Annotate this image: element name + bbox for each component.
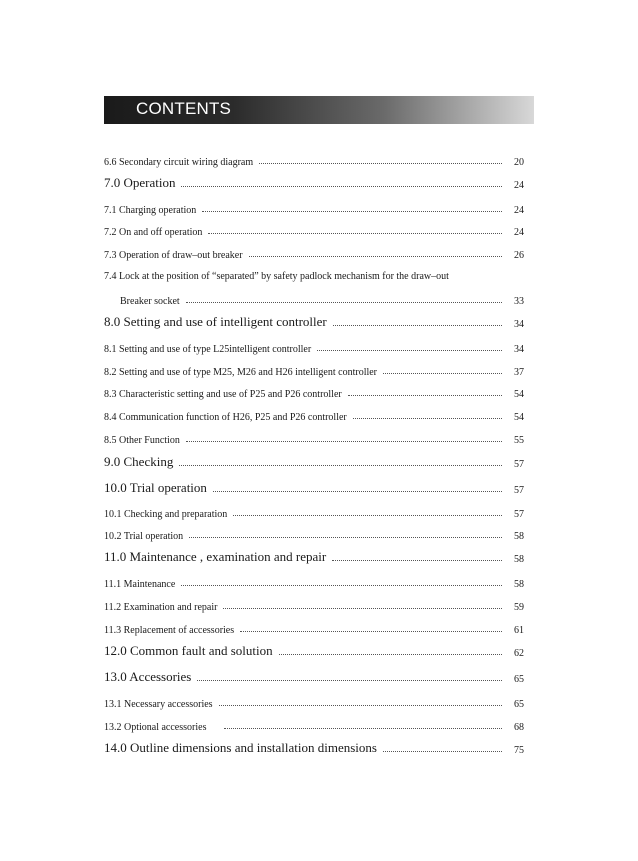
toc-entry-label: 10.2 Trial operation [104,531,184,542]
toc-entry-page: 61 [514,625,524,636]
toc-entry-page: 24 [514,180,524,191]
toc-entry-page: 57 [514,509,524,520]
toc-entry-label: 8.0 Setting and use of intelligent controller [104,314,327,329]
toc-entry[interactable] [104,522,524,542]
toc-leader [223,607,502,609]
toc-entry-label: 7.4 Lock at the position of “separated” by safety padlock mechanism for the draw–out [104,271,449,282]
toc-leader [224,727,502,729]
toc-entry[interactable] [104,310,524,330]
toc-entry-page: 55 [514,435,524,446]
toc-entry-label: 11.3 Replacement of accessories [104,625,235,636]
toc-entry[interactable] [104,426,524,446]
toc-leader [353,417,502,419]
toc-entry-label: 9.0 Checking [104,454,174,469]
toc-entry-page: 75 [514,745,524,756]
toc-entry[interactable] [104,736,524,756]
toc-entry[interactable] [104,545,524,565]
toc-entry[interactable] [104,500,524,520]
toc-entry[interactable] [104,218,524,238]
toc-leader [189,536,502,538]
toc-entry-label: 7.3 Operation of draw–out breaker [104,250,243,261]
toc-entry-label: 8.5 Other Function [104,435,180,446]
toc-leader [202,210,502,212]
toc-entry-label: 7.1 Charging operation [104,205,197,216]
toc-leader [181,584,502,586]
toc-entry[interactable] [104,196,524,216]
toc-leader [219,704,502,706]
contents-header-bar [104,96,534,124]
toc-entry-label: 13.0 Accessories [104,669,192,684]
toc-entry-page: 65 [514,674,524,685]
toc-entry-label: 11.1 Maintenance [104,579,176,590]
toc-entry-page: 57 [514,459,524,470]
toc-entry[interactable] [104,713,524,733]
toc-entry-label: 10.1 Checking and preparation [104,509,228,520]
toc-entry[interactable] [104,476,524,496]
toc-entry-label: 8.4 Communication function of H26, P25 and P26 controller [104,412,347,423]
toc-entry-page: 58 [514,579,524,590]
toc-entry-page: 65 [514,699,524,710]
toc-leader [332,559,502,561]
contents-title: CONTENTS [136,99,232,118]
toc-entry-page: 20 [514,157,524,168]
toc-entry[interactable] [104,171,524,191]
toc-entry-page: 54 [514,412,524,423]
toc-entry-page: 58 [514,531,524,542]
toc-entry-page: 34 [514,344,524,355]
toc-entry[interactable] [104,570,524,590]
toc-entry-page: 57 [514,485,524,496]
toc-entry-label: 11.0 Maintenance , examination and repair [104,549,327,564]
toc-leader [179,464,502,466]
toc-leader [249,255,502,257]
toc-entry[interactable] [104,690,524,710]
toc-entry[interactable] [104,148,524,168]
toc-entry-page: 68 [514,722,524,733]
toc-leader [213,490,502,492]
toc-entry-label: 8.2 Setting and use of type M25, M26 and H26 intelligent controller [104,367,378,378]
toc-leader [348,394,502,396]
toc-leader [383,372,502,374]
toc-entry[interactable] [104,403,524,423]
toc-entry-page: 24 [514,205,524,216]
toc-entry-label: 7.0 Operation [104,175,176,190]
toc-entry[interactable] [104,241,524,261]
toc-leader [317,349,502,351]
toc-leader [240,630,502,632]
toc-entry[interactable] [104,380,524,400]
toc-entry[interactable] [104,639,524,659]
toc-entry-label: 13.2 Optional accessories [104,722,207,733]
toc-leader [208,232,502,234]
toc-entry-label: 14.0 Outline dimensions and installation dimensions [104,740,377,755]
toc-entry[interactable] [104,358,524,378]
toc-entry[interactable] [104,665,524,685]
toc-entry-page: 62 [514,648,524,659]
toc-entry-page: 26 [514,250,524,261]
toc-entry-label: 13.1 Necessary accessories [104,699,213,710]
toc-entry-label: 10.0 Trial operation [104,480,207,495]
toc-entry[interactable] [104,335,524,355]
toc-entry-page: 24 [514,227,524,238]
toc-leader [197,679,502,681]
toc-leader [233,514,502,516]
toc-entry-page: 58 [514,554,524,565]
toc-entry[interactable] [104,616,524,636]
toc-entry[interactable] [104,593,524,613]
toc-entry-label: 11.2 Examination and repair [104,602,218,613]
toc-entry-page: 37 [514,367,524,378]
toc-entry-label: 6.6 Secondary circuit wiring diagram [104,157,254,168]
toc-leader [383,750,502,752]
toc-entry-label: 8.1 Setting and use of type L25intelligent controller [104,344,312,355]
toc-leader [333,324,502,326]
toc-entry-first-line[interactable] [104,266,524,284]
toc-entry-page: 33 [514,296,524,307]
toc-entry-label: 8.3 Characteristic setting and use of P25 and P26 controller [104,389,342,400]
toc-entry[interactable] [104,450,524,470]
toc-leader [181,185,502,187]
toc-leader [186,440,502,442]
toc-leader [259,162,502,164]
toc-leader [186,301,502,303]
toc-entry-page: 34 [514,319,524,330]
toc-entry-label: 12.0 Common fault and solution [104,643,273,658]
toc-entry[interactable] [120,287,524,307]
toc-leader [279,653,502,655]
toc-entry-page: 54 [514,389,524,400]
toc-entry-label: Breaker socket [120,296,180,307]
toc-entry-page: 59 [514,602,524,613]
toc-entry-label: 7.2 On and off operation [104,227,203,238]
